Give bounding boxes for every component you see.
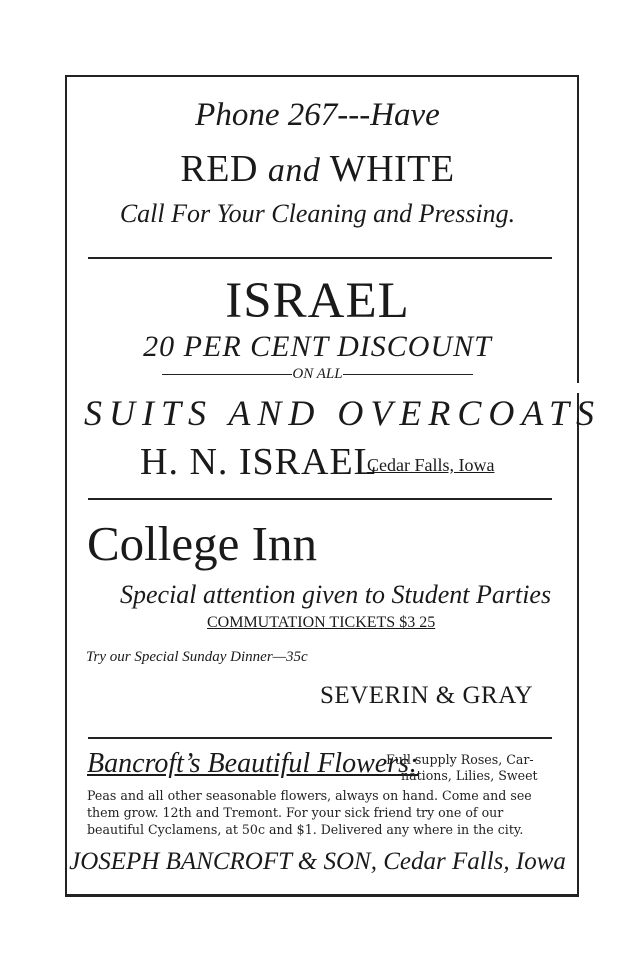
brand-white: WHITE xyxy=(329,148,455,190)
cleaning-headline: Phone 267---Have xyxy=(195,97,440,133)
college-inn-tagline: Special attention given to Student Parties xyxy=(120,580,552,609)
bancroft-signature: JOSEPH BANCROFT & SON, Cedar Falls, Iowa xyxy=(69,848,566,875)
on-all-text: ON ALL xyxy=(292,366,343,382)
divider xyxy=(88,737,552,739)
college-inn-tickets: COMMUTATION TICKETS $3 25 xyxy=(207,614,436,631)
college-inn-dinner: Try our Special Sunday Dinner—35c xyxy=(86,649,308,665)
israel-on-all xyxy=(0,366,635,383)
divider xyxy=(88,498,552,500)
college-inn-title: College Inn xyxy=(87,516,317,571)
rule-left xyxy=(162,374,292,375)
bancroft-line: them grow. 12th and Tremont. For your sick friend try one of our xyxy=(87,805,504,820)
divider xyxy=(88,257,552,259)
cleaning-tagline: Call For Your Cleaning and Pressing. xyxy=(119,199,516,228)
israel-location: Cedar Falls, Iowa xyxy=(367,455,495,475)
bancroft-line: beautiful Cyclamens, at 50c and $1. Delivered any where in the city. xyxy=(87,822,524,837)
brand-red: RED xyxy=(180,148,258,190)
bancroft-title: Bancroft’s Beautiful Flowers: xyxy=(87,748,419,779)
rule-right xyxy=(343,374,473,375)
brand-and: and xyxy=(267,152,321,189)
israel-items: SUITS AND OVERCOATS xyxy=(84,393,602,433)
israel-title: ISRAEL xyxy=(225,273,410,329)
bancroft-line: Peas and all other seasonable flowers, always on hand. Come and see xyxy=(87,788,532,803)
college-inn-proprietors: SEVERIN & GRAY xyxy=(320,682,534,709)
israel-discount: 20 PER CENT DISCOUNT xyxy=(143,330,492,363)
bancroft-line: nations, Lilies, Sweet xyxy=(401,768,538,783)
cleaning-brand xyxy=(0,147,635,191)
bancroft-line: Full supply Roses, Car- xyxy=(386,752,534,767)
israel-merchant: H. N. ISRAEL xyxy=(140,441,378,483)
